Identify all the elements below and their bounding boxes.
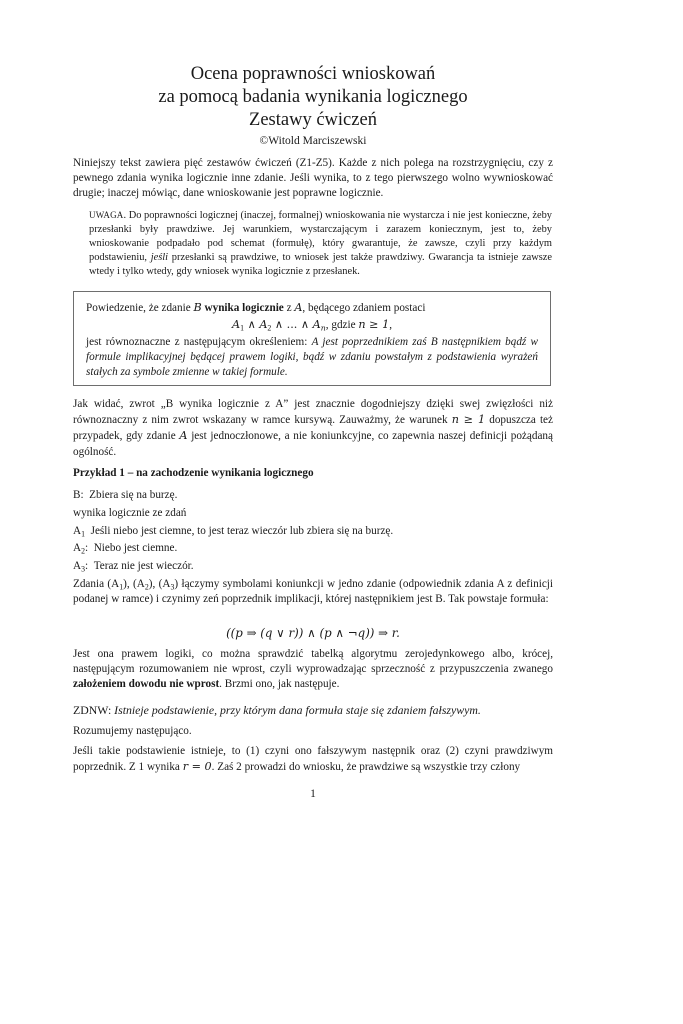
title-block	[73, 63, 553, 149]
uwaga-text: UWAGA. Do poprawności logicznej (inaczej, formalnej) wnioskowania nie wystarcza i nie jest konieczne, żeby przesłanki były prawdziwe. Jej warunkiem, wystarczającym i zarazem koniecznym, jest to, żeby wnioskowanie podpadało pod schemat (formułę), który gwarantuje, że zawsze, czyli przy każdym podstawieniu, jeśli przesłanki są prawdziwe, to wniosek jest także prawdziwy. Gwarancja ta istnieje zawsze wtedy i tylko wtedy, gdy wniosek wynika logicznie z przesłanek.	[89, 210, 553, 277]
prawo-text: Jest ona prawem logiki, co można sprawdzić tabelką algorytmu zerojedynkowego albo, krócej, następującym rozumowaniem nie wprost, czyli wyprowadzając sprzeczność z przypuszczenia zwanego założeniem dowodu nie wprost. Brzmi ono, jak następuje.	[73, 648, 553, 691]
definition-box	[73, 291, 551, 386]
main-formula	[73, 626, 553, 641]
example-a1: $A_1$ Jeśli niebo jest ciemne, to jest teraz wieczór lub zbiera się na burzę.	[73, 524, 394, 539]
example-heading: Przykład 1 – na zachodzenie wynikania logicznego	[73, 467, 314, 479]
title-line-3: Zestawy ćwiczeń	[249, 110, 377, 130]
after-box-text: Jak widać, zwrot „B wynika logicznie z A” jest znacznie dogodniejszy dzięki swej zwięzłości niż równoznaczny z nim zwrot wskazany w ramce kursywą. Zauważmy, że warunek n ≥ 1 dopuszcza też przypadek, gdy zdanie A jest jednoczłonowe, a nie koniunkcyjne, co zapewnia naszej definicji pożądaną ogólność.	[73, 398, 553, 458]
example-b: B: Zbiera się na burzę.	[73, 489, 178, 502]
uwaga-label: UWAGA	[89, 210, 124, 220]
prawo-paragraph	[73, 647, 553, 693]
after-box-paragraph	[73, 397, 553, 460]
zdania-paragraph	[73, 577, 553, 607]
rozumujemy-paragraph	[73, 724, 553, 739]
example-wynika: wynika logicznie ze zdań	[73, 506, 187, 519]
definition-line-3: jest równoznaczne z następującym określeniem: A jest poprzednikiem zaś B następnikiem bądź w formule implikacyjnej będącej prawem logiki, bądź w zdaniu powstałym z podstawienia wyrażeń stałych za symbole zmienne w takiej formule.	[86, 336, 538, 378]
definition-formula: $A_1$ ∧ $A_2$ ∧ ... ∧ $A_n$, gdzie n ≥ 1,	[232, 318, 392, 333]
title-line-1: Ocena poprawności wnioskowań	[190, 64, 436, 84]
uwaga-paragraph	[89, 208, 552, 279]
author: ©Witold Marciszewski	[259, 135, 367, 147]
zdnw-paragraph	[73, 703, 553, 718]
intro-text: Niniejszy tekst zawiera pięć zestawów ćwiczeń (Z1-Z5). Każde z nich polega na rozstrzygnięciu, czy z pewnego zdania wynika logicznie inne zdanie. Jeśli wynika, to z tego pierwszego wolno wywnioskować drugie; inaczej mówiąc, dane wnioskowanie jest poprawne logicznie.	[73, 157, 553, 200]
intro-paragraph	[73, 156, 553, 202]
rozumujemy-text: Rozumujemy następująco.	[73, 725, 192, 737]
example-section	[73, 466, 553, 576]
example-a3: $A_3$: Teraz nie jest wieczór.	[73, 560, 194, 574]
zdania-text: Zdania $(A_1)$, $(A_2)$, $(A_3)$ łączymy symbolami koniunkcji w jedno zdanie (odpowiednik zdania A z definicji podanej w ramce) i czynimy zeń poprzednik implikacji, której następnikiem jest B. Tak powstaje formuła:	[73, 578, 554, 606]
definition-line-1: Powiedzenie, że zdanie B wynika logicznie z A, będącego zdaniem postaci	[86, 301, 426, 314]
page-number: 1	[310, 788, 316, 800]
main-formula-text: ((p ⇒ (q ∨ r)) ∧ (p ∧ ¬q)) ⇒ r.	[226, 626, 400, 640]
title-line-2: za pomocą badania wynikania logicznego	[158, 87, 468, 107]
final-text: Jeśli takie podstawienie istnieje, to (1) czyni ono fałszywym następnik oraz (2) czyni prawdziwym poprzednik. Z 1 wynika r = 0. Zaś 2 prowadzi do wniosku, że prawdziwe są wszystkie trzy człony	[73, 745, 553, 774]
final-paragraph	[73, 744, 553, 775]
example-a2: $A_2$: Niebo jest ciemne.	[73, 542, 178, 557]
zdnw-text: ZDNW: Istnieje podstawienie, przy którym dana formuła staje się zdaniem fałszywym.	[73, 703, 481, 717]
